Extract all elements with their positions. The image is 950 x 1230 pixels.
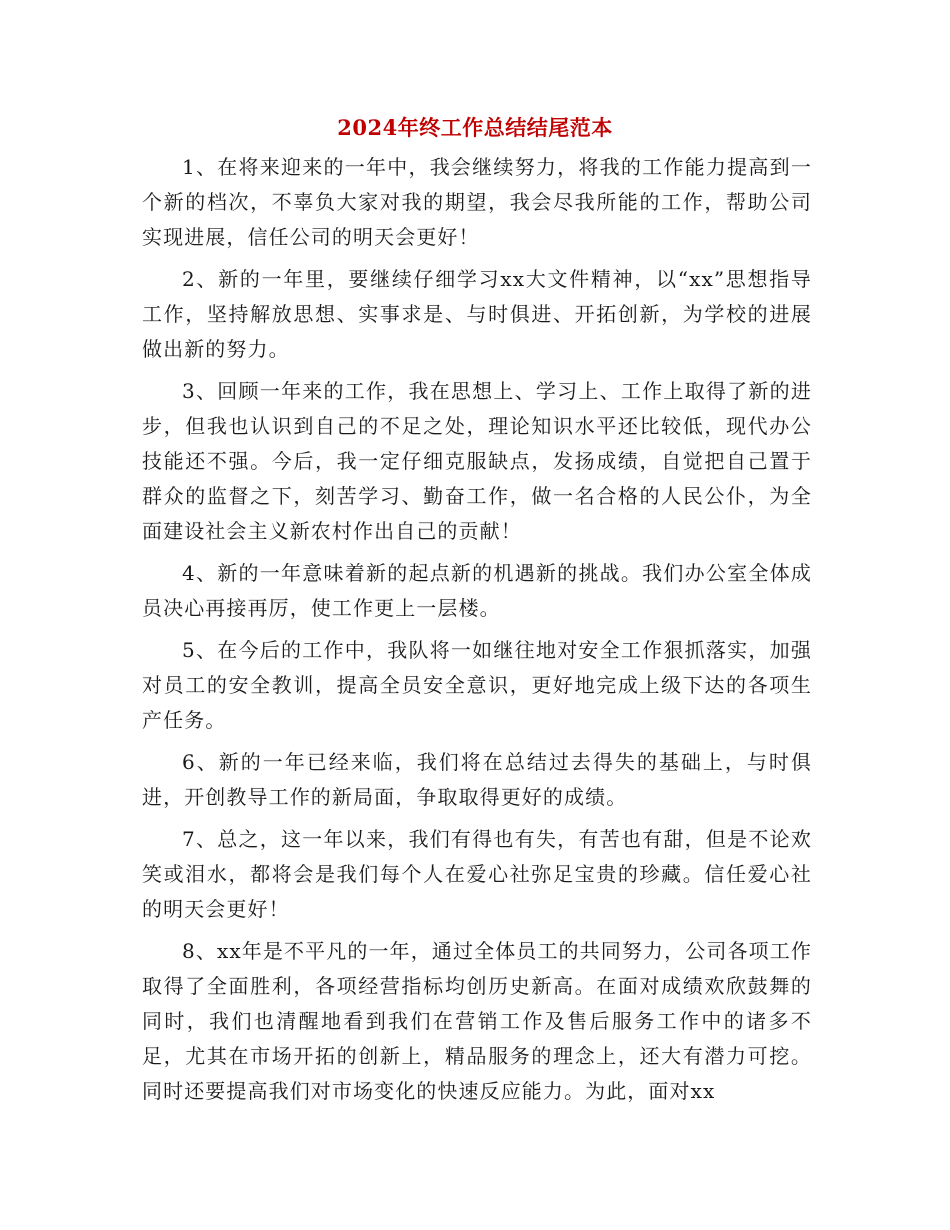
paragraph-7: 7、总之，这一年以来，我们有得也有失，有苦也有甜，但是不论欢笑或泪水，都将会是我们每个人在爱心社弥足宝贵的珍藏。信任爱心社的明天会更好！ xyxy=(142,827,812,921)
paragraph-6: 6、新的一年已经来临，我们将在总结过去得失的基础上，与时俱进，开创教导工作的新局面，争取取得更好的成绩。 xyxy=(142,750,812,809)
paragraph-2: 2、新的一年里，要继续仔细学习xx大文件精神，以“xx”思想指导工作，坚持解放思想、实事求是、与时俱进、开拓创新，为学校的进展做出新的努力。 xyxy=(142,267,812,361)
document-title: 2024年终工作总结结尾范本 xyxy=(337,115,613,140)
paragraph-8: 8、xx年是不平凡的一年，通过全体员工的共同努力，公司各项工作取得了全面胜利，各项经营指标均创历史新高。在面对成绩欢欣鼓舞的同时，我们也清醒地看到我们在营销工作及售后服务工作中的诸多不足，尤其在市场开拓的创新上，精品服务的理念上，还大有潜力可挖。同时还要提高我们对市场变化的快速反应能力。为此，面对xx xyxy=(142,939,812,1103)
paragraph-3: 3、回顾一年来的工作，我在思想上、学习上、工作上取得了新的进步，但我也认识到自己的不足之处，理论知识水平还比较低，现代办公技能还不强。今后，我一定仔细克服缺点，发扬成绩，自觉把自己置于群众的监督之下，刻苦学习、勤奋工作，做一名合格的人民公仆，为全面建设社会主义新农村作出自己的贡献！ xyxy=(142,379,812,543)
paragraph-1: 1、在将来迎来的一年中，我会继续努力，将我的工作能力提高到一个新的档次，不辜负大家对我的期望，我会尽我所能的工作，帮助公司实现进展，信任公司的明天会更好！ xyxy=(142,155,812,249)
paragraph-5: 5、在今后的工作中，我队将一如继往地对安全工作狠抓落实，加强对员工的安全教训，提高全员安全意识，更好地完成上级下达的各项生产任务。 xyxy=(142,638,812,732)
paragraph-4: 4、新的一年意味着新的起点新的机遇新的挑战。我们办公室全体成员决心再接再厉，使工作更上一层楼。 xyxy=(142,561,812,620)
document-body xyxy=(142,150,812,1116)
